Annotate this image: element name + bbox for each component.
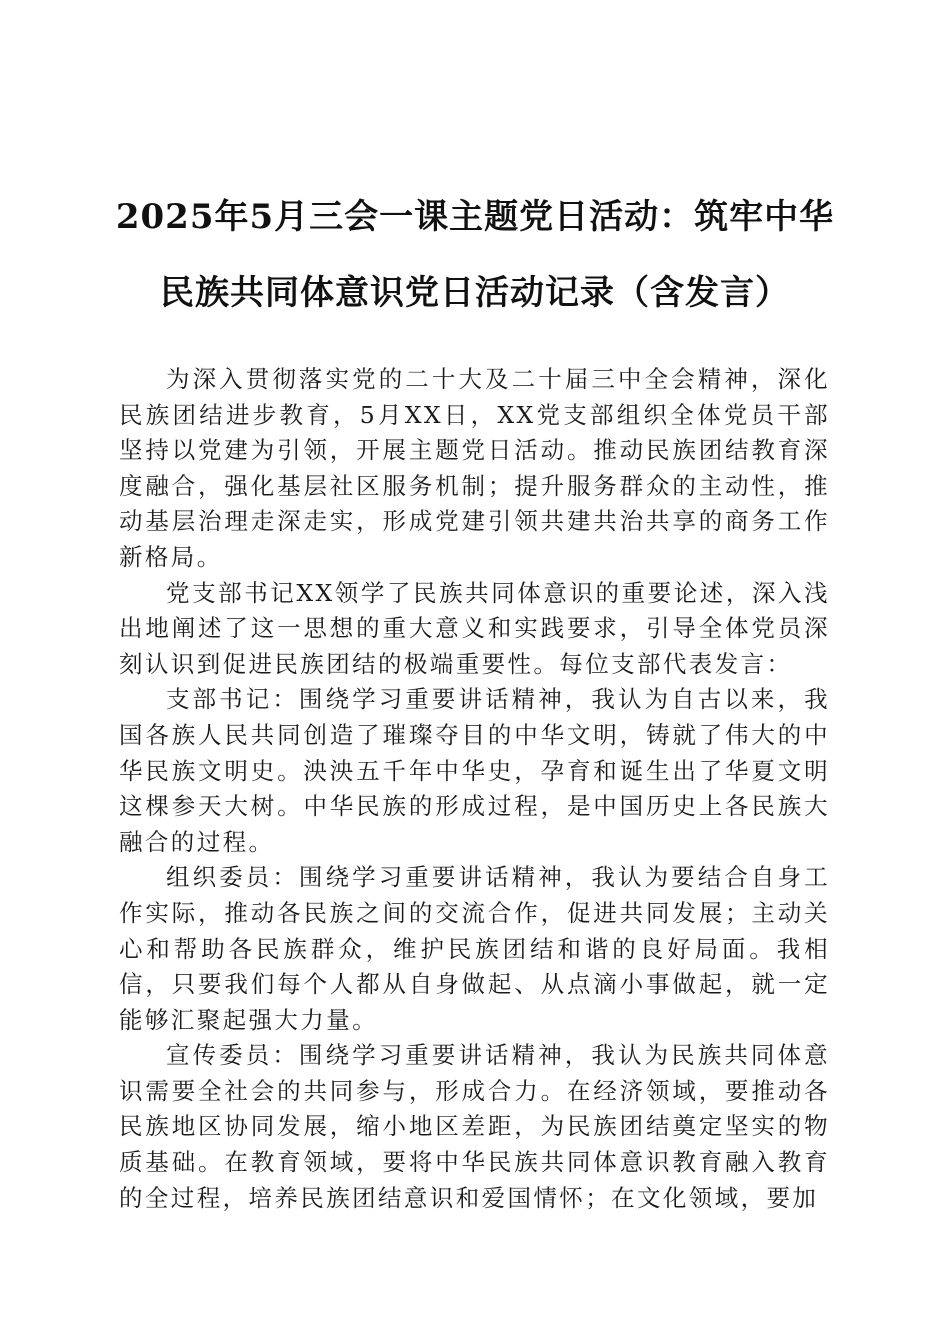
paragraph-study: 党支部书记XX领学了民族共同体意识的重要论述，深入浅出地阐述了这一思想的重大意义和实践要求，引导全体党员深刻认识到促进民族团结的极端重要性。每位支部代表发言： <box>119 578 830 678</box>
paragraph-organization-speech: 组织委员：围绕学习重要讲话精神，我认为要结合自身工作实际，推动各民族之间的交流合作，促进共同发展；主动关心和帮助各民族群众，维护民族团结和谐的良好局面。我相信，只要我们每个人都从自身做起、从点滴小事做起，就一定能够汇聚起强大力量。 <box>119 863 830 1034</box>
paragraph-intro: 为深入贯彻落实党的二十大及二十届三中全会精神，深化民族团结进步教育，5月XX日，XX党支部组织全体党员干部坚持以党建为引领，开展主题党日活动。推动民族团结教育深度融合，强化基层社区服务机制；提升服务群众的主动性，推动基层治理走深走实，形成党建引领共建共治共享的商务工作新格局。 <box>119 365 830 571</box>
document-body <box>119 362 830 1216</box>
paragraph-secretary-speech: 支部书记：围绕学习重要讲话精神，我认为自古以来，我国各族人民共同创造了璀璨夺目的中华文明，铸就了伟大的中华民族文明史。泱泱五千年中华史，孕育和诞生出了华夏文明这棵参天大树。中华民族的形成过程，是中国历史上各民族大融合的过程。 <box>119 685 830 856</box>
title-line-2: 民族共同体意识党日活动记录（含发言） <box>160 272 790 313</box>
title-line-1: 2025年5月三会一课主题党日活动：筑牢中华 <box>115 196 835 237</box>
document-title <box>110 191 840 319</box>
paragraph-publicity-speech: 宣传委员：围绕学习重要讲话精神，我认为民族共同体意识需要全社会的共同参与，形成合力。在经济领域，要推动各民族地区协同发展，缩小地区差距，为民族团结奠定坚实的物质基础。在教育领域，要将中华民族共同体意识教育融入教育的全过程，培养民族团结意识和爱国情怀；在文化领域，要加 <box>119 1041 830 1212</box>
